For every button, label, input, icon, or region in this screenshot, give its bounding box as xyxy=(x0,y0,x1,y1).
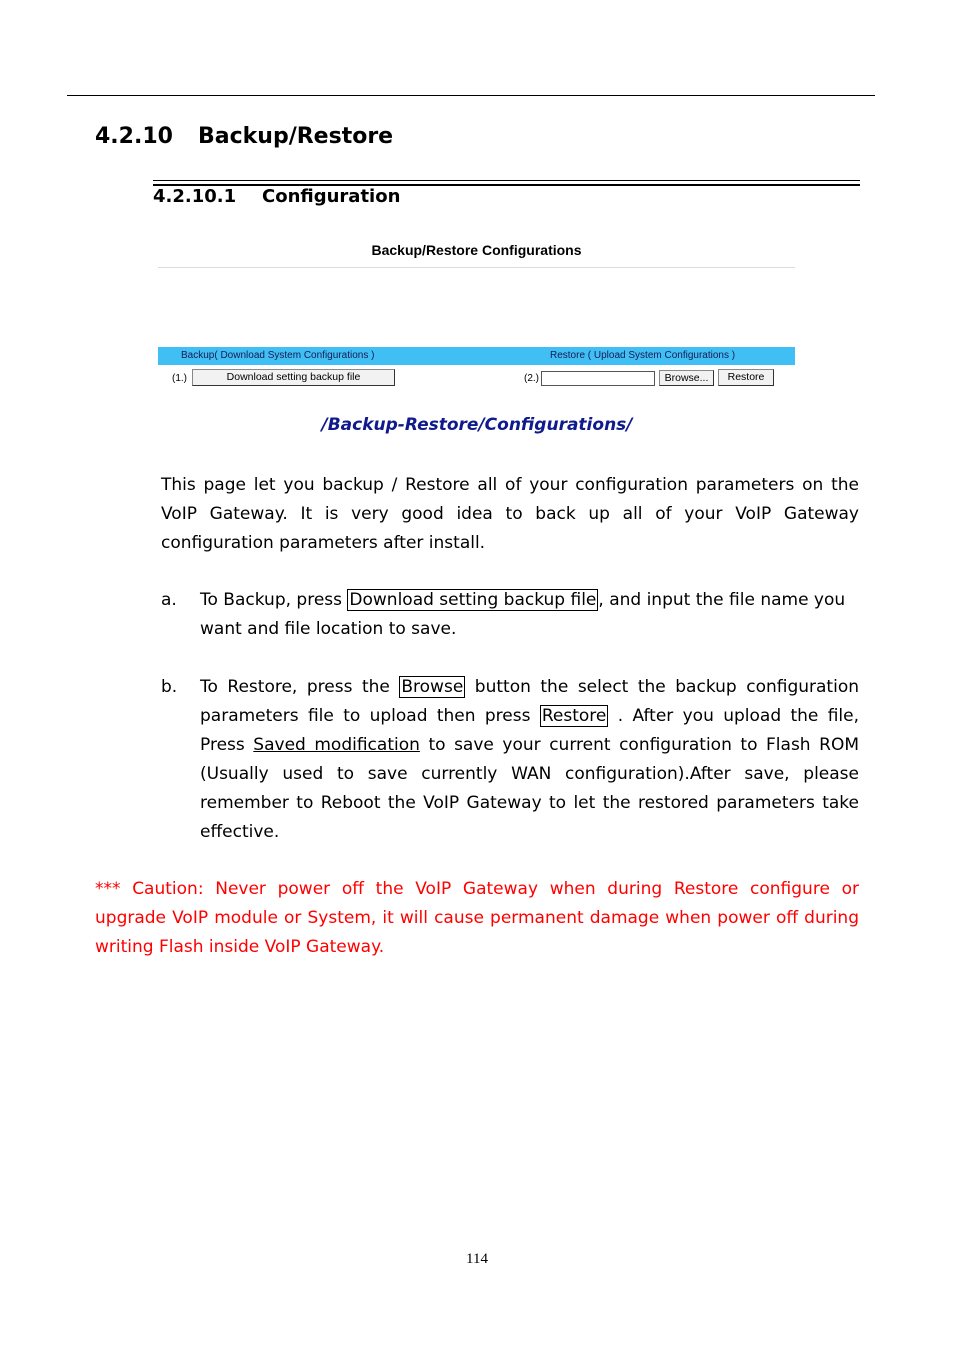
browse-button[interactable]: Browse... xyxy=(659,370,714,386)
page-number: 114 xyxy=(466,1251,488,1267)
backup-header: Backup( Download System Configurations ) xyxy=(181,350,375,361)
restore-header: Restore ( Upload System Configurations ) xyxy=(550,350,736,361)
list-marker-b: b. xyxy=(161,677,178,697)
screenshot-title: Backup/Restore Configurations xyxy=(371,242,582,258)
subsection-title: Configuration xyxy=(262,186,401,207)
subsection-number: 4.2.10.1 xyxy=(153,186,237,207)
browse-button-ref: Browse xyxy=(401,677,464,697)
restore-button-ref: Restore xyxy=(541,706,607,726)
backup-index: (1.) xyxy=(172,373,187,384)
section-title: Backup/Restore xyxy=(198,124,394,149)
item-a-text-2: , and input the file name you want and file location to save. xyxy=(200,590,846,639)
header-rule xyxy=(67,95,875,96)
list-item-a-body xyxy=(200,586,859,644)
item-a-text-1: To Backup, press xyxy=(200,590,348,610)
screenshot-header-bar xyxy=(158,347,795,365)
item-b-text-1: To Restore, press the xyxy=(200,677,400,697)
section-heading xyxy=(95,124,393,149)
item-b-text-3: . After you upload the file, Press xyxy=(200,706,860,755)
screenshot-divider xyxy=(158,267,795,268)
section-number: 4.2.10 xyxy=(95,124,173,149)
restore-file-input[interactable] xyxy=(541,371,655,386)
restore-button[interactable]: Restore xyxy=(718,369,774,386)
figure-caption: /Backup-Restore/Configurations/ xyxy=(321,415,633,435)
restore-index: (2.) xyxy=(524,373,539,384)
download-backup-button[interactable]: Download setting backup file xyxy=(192,369,395,386)
saved-modification-ref: Saved modification xyxy=(253,735,420,755)
download-button-ref: Download setting backup file xyxy=(349,590,597,610)
item-b-text-4: to save your current configuration to Flash ROM (Usually used to save currently WAN configuration).After save, please remember to Reboot the VoIP Gateway to let the restored parameters take effective. xyxy=(200,735,859,842)
intro-paragraph: This page let you backup / Restore all of your configuration parameters on the VoIP Gateway. It is very good idea to back up all of your VoIP Gateway configuration parameters after install. xyxy=(161,475,859,553)
list-marker-a: a. xyxy=(161,590,177,610)
subsection-heading xyxy=(153,186,400,207)
caution-note: *** Caution: Never power off the VoIP Gateway when during Restore configure or upgrade VoIP module or System, it will cause permanent damage when power off during writing Flash inside VoIP Gateway. xyxy=(95,879,859,957)
list-item-b-body xyxy=(200,673,859,847)
item-b-text-2: button the select the backup configuration parameters file to upload then press xyxy=(200,677,859,726)
